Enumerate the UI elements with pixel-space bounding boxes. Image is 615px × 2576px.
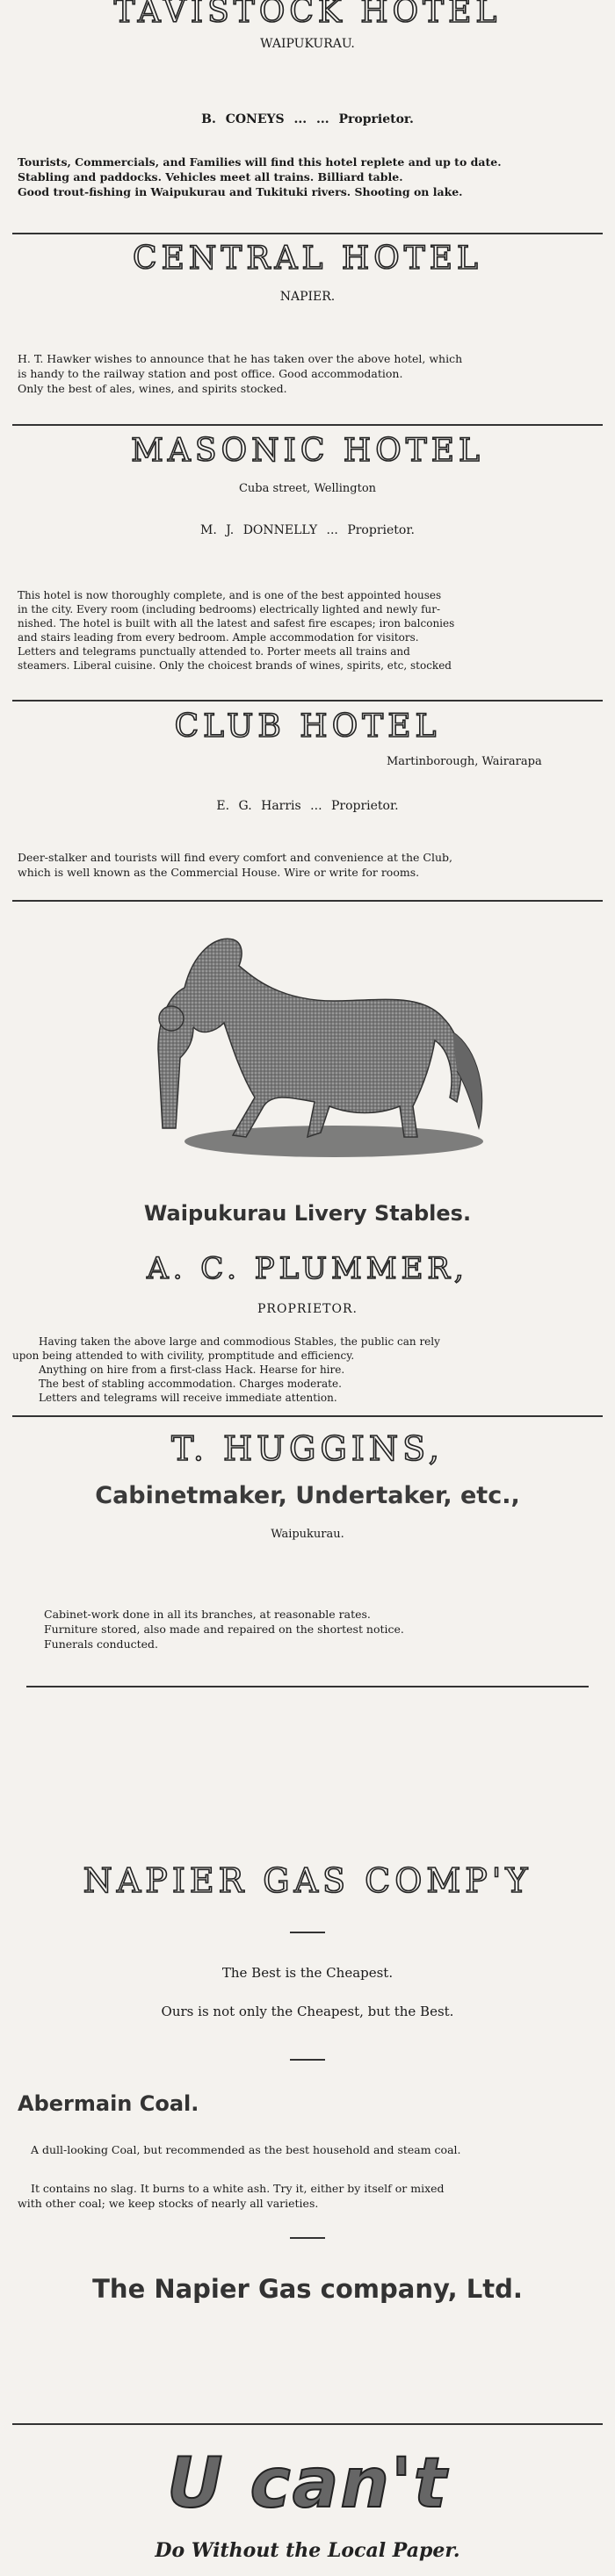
livery-name: A. C. PLUMMER, [147, 1251, 468, 1286]
club-body [18, 850, 606, 880]
club-title: CLUB HOTEL [174, 709, 441, 745]
club-line-2: which is well known as the Commercial House. Wire or write for rooms. [18, 866, 420, 879]
coal-line-3: with other coal; we keep stocks of nearly all varieties. [18, 2197, 319, 2210]
divider [12, 2423, 603, 2425]
livery-line-4: The best of stabling accommodation. Charges moderate. [39, 1378, 342, 1390]
huggins-line-3: Funerals conducted. [44, 1637, 159, 1651]
horse-illustration [132, 917, 501, 1181]
divider [12, 900, 603, 902]
masonic-body [18, 588, 606, 673]
tavistock-title: TAVISTOCK HOTEL [113, 0, 502, 30]
central-title: CENTRAL HOTEL [133, 241, 482, 277]
club-location: Martinborough, Wairarapa [387, 755, 542, 768]
divider [26, 1686, 589, 1687]
livery-body [12, 1335, 606, 1405]
huggins-location: Waipukurau. [271, 1528, 344, 1541]
tavistock-body [18, 155, 606, 199]
masonic-line-4: and stairs leading from every bedroom. Ample accommodation for visitors. [18, 631, 419, 644]
central-line-1: H. T. Hawker wishes to announce that he has taken over the above hotel, which [18, 352, 463, 365]
huggins-name: T. HUGGINS, [171, 1429, 444, 1468]
livery-role: PROPRIETOR. [257, 1302, 358, 1316]
livery-title: Waipukurau Livery Stables. [143, 1201, 472, 1226]
paper-headline: U can't [166, 2444, 449, 2523]
coal-line-2: It contains no slag. It burns to a white ash. Try it, either by itself or mixed [31, 2182, 445, 2195]
club-line-1: Deer-stalker and tourists will find every comfort and convenience at the Club, [18, 851, 452, 864]
coal-body [18, 2181, 602, 2211]
masonic-title: MASONIC HOTEL [131, 433, 484, 469]
masonic-location: Cuba street, Wellington [238, 482, 377, 495]
masonic-line-3: nished. The hotel is built with all the latest and safest fire escapes; iron balconies [18, 617, 455, 630]
masonic-proprietor: M. J. DONNELLY ... Proprietor. [200, 523, 415, 537]
livery-line-3: Anything on hire from a first-class Hack. Hearse for hire. [39, 1364, 345, 1376]
divider [12, 424, 603, 426]
central-line-3: Only the best of ales, wines, and spirits stocked. [18, 382, 287, 395]
tavistock-line-1: Tourists, Commercials, and Families will find this hotel replete and up to date. [18, 155, 502, 169]
masonic-line-2: in the city. Every room (including bedrooms) electrically lighted and newly fur- [18, 603, 441, 615]
livery-line-1: Having taken the above large and commodious Stables, the public can rely [39, 1335, 440, 1348]
gas-slogan-1: The Best is the Cheapest. [221, 1965, 394, 1981]
masonic-line-5: Letters and telegrams punctually attended to. Porter meets all trains and [18, 645, 410, 658]
central-location: NAPIER. [279, 290, 336, 304]
livery-line-2: upon being attended to with civility, promptitude and efficiency. [12, 1349, 355, 1362]
short-divider [290, 2237, 325, 2239]
coal-title: Abermain Coal. [18, 2091, 199, 2116]
huggins-line-2: Furniture stored, also made and repaired on the shortest notice. [44, 1623, 404, 1636]
huggins-body [44, 1607, 597, 1651]
central-body [18, 351, 606, 396]
masonic-line-6: steamers. Liberal cuisine. Only the choicest brands of wines, spirits, etc, stocked [18, 659, 452, 672]
gas-slogan-2: Ours is not only the Cheapest, but the Best. [161, 2004, 454, 2019]
tavistock-location: WAIPUKURAU. [260, 37, 355, 51]
tavistock-line-3: Good trout-fishing in Waipukurau and Tukituki rivers. Shooting on lake. [18, 185, 463, 198]
huggins-line-1: Cabinet-work done in all its branches, at reasonable rates. [44, 1608, 371, 1621]
paper-tagline: Do Without the Local Paper. [155, 2539, 460, 2562]
club-proprietor: E. G. Harris ... Proprietor. [216, 799, 399, 813]
masonic-line-1: This hotel is now thoroughly complete, and is one of the best appointed houses [18, 589, 442, 601]
short-divider [290, 1932, 325, 1933]
short-divider [290, 2059, 325, 2061]
divider [12, 1415, 603, 1417]
gas-title: NAPIER GAS COMP'Y [83, 1861, 532, 1900]
gas-company: The Napier Gas company, Ltd. [92, 2274, 523, 2304]
tavistock-proprietor: B. CONEYS ... ... Proprietor. [201, 112, 414, 126]
divider [12, 700, 603, 702]
huggins-trade: Cabinetmaker, Undertaker, etc., [95, 1482, 520, 1509]
tavistock-line-2: Stabling and paddocks. Vehicles meet all trains. Billiard table. [18, 170, 403, 183]
livery-line-5: Letters and telegrams will receive immediate attention. [39, 1392, 337, 1404]
central-line-2: is handy to the railway station and post office. Good accommodation. [18, 367, 403, 380]
divider [12, 233, 603, 234]
coal-line-1: A dull-looking Coal, but recommended as the best household and steam coal. [31, 2143, 461, 2156]
